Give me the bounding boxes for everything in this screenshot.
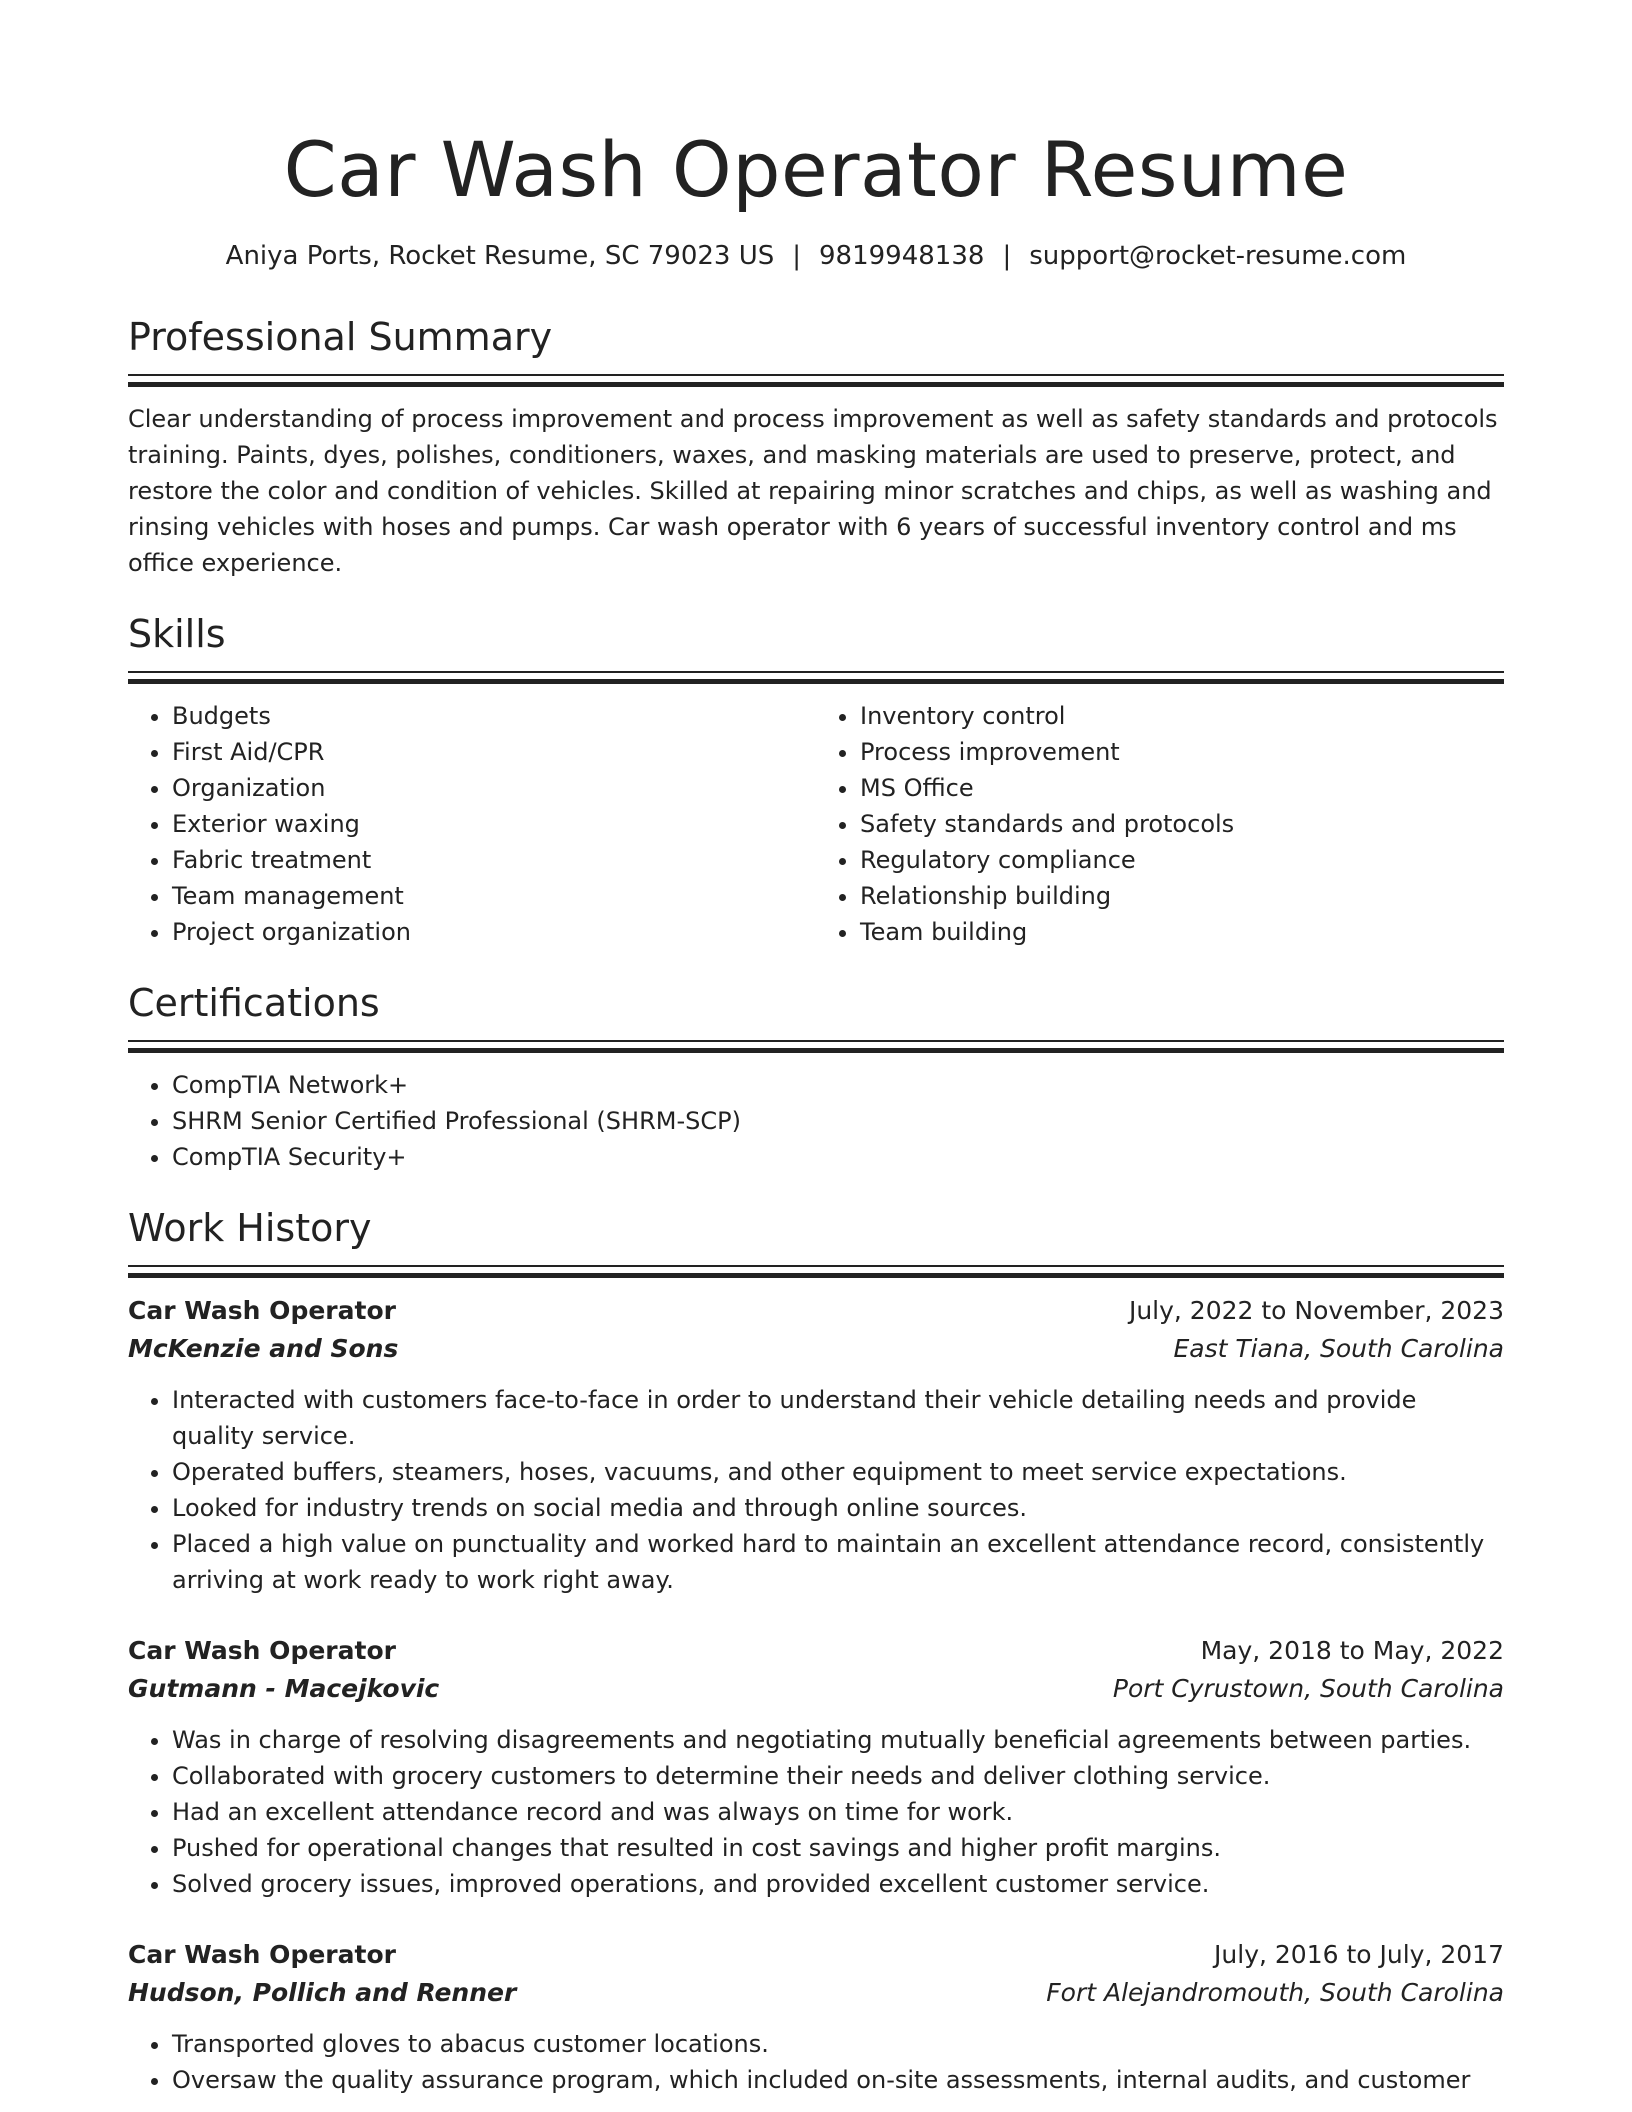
job-dates: July, 2022 to November, 2023	[1128, 1296, 1504, 1325]
skill-item: • First Aid/CPR	[172, 734, 816, 770]
contact-email[interactable]: support@rocket-resume.com	[1029, 241, 1407, 271]
skill-item: • Exterior waxing	[172, 806, 816, 842]
job-bullet: • Was in charge of resolving disagreements and negotiating mutually beneficial agreements between parties.	[172, 1722, 1504, 1758]
section-heading: Skills	[128, 612, 226, 656]
skill-item: • Team building	[860, 914, 1504, 950]
skill-item: • Team management	[172, 878, 816, 914]
skills-section	[128, 609, 1504, 950]
summary-text: Clear understanding of process improvement and process improvement as well as safety standards and protocols training. Paints, dyes, polishes, conditioners, waxes, and masking materials are used to preserve, protect, and restore the color and condition of vehicles. Skilled at repairing minor scratches and chips, as well as washing and rinsing vehicles with hoses and pumps. Car wash operator with 6 years of successful inventory control and ms office experience.	[128, 405, 1498, 577]
contact-separator: |	[1002, 241, 1012, 271]
job-bullet: • Operated buffers, steamers, hoses, vacuums, and other equipment to meet service expectations.	[172, 1454, 1504, 1490]
job-bullet: • Looked for industry trends on social media and through online sources.	[172, 1490, 1504, 1526]
job-entry	[128, 1292, 1504, 1598]
certifications-list	[128, 1067, 1504, 1175]
job-title: Car Wash Operator	[128, 1636, 396, 1665]
section-divider	[128, 374, 1504, 387]
resume-title: Car Wash Operator Resume	[283, 125, 1349, 214]
contact-phone: 9819948138	[819, 241, 985, 271]
job-bullet: • Interacted with customers face-to-face in order to understand their vehicle detailing needs and provide quality service.	[172, 1382, 1504, 1454]
certifications-section	[128, 978, 1504, 1175]
skills-grid	[128, 698, 1504, 950]
section-heading: Work History	[128, 1206, 372, 1250]
job-entry	[128, 1936, 1504, 2098]
job-subheader	[128, 1974, 1504, 2012]
job-bullet: • Had an excellent attendance record and was always on time for work.	[172, 1794, 1504, 1830]
skill-item: • Fabric treatment	[172, 842, 816, 878]
certification-item: • CompTIA Network+	[172, 1067, 1504, 1103]
job-company: Gutmann - Macejkovic	[128, 1674, 440, 1703]
job-company: Hudson, Pollich and Renner	[128, 1978, 517, 2007]
job-bullets	[128, 2026, 1504, 2098]
job-header	[128, 1632, 1504, 1670]
skill-item: • Project organization	[172, 914, 816, 950]
certification-item: • SHRM Senior Certified Professional (SHRM-SCP)	[172, 1103, 1504, 1139]
job-bullet: • Pushed for operational changes that resulted in cost savings and higher profit margins.	[172, 1830, 1504, 1866]
job-bullet: • Oversaw the quality assurance program, which included on-site assessments, internal audits, and customer	[172, 2062, 1504, 2098]
section-divider	[128, 1040, 1504, 1053]
skill-item: • Process improvement	[860, 734, 1504, 770]
summary-section	[128, 312, 1504, 581]
section-heading: Certifications	[128, 981, 380, 1025]
skill-item: • Organization	[172, 770, 816, 806]
skills-left-list	[128, 698, 816, 950]
job-entry	[128, 1632, 1504, 1902]
job-header	[128, 1936, 1504, 1974]
job-dates: July, 2016 to July, 2017	[1214, 1940, 1504, 1969]
job-company: McKenzie and Sons	[128, 1334, 399, 1363]
resume-page	[128, 0, 1504, 2098]
job-location: Port Cyrustown, South Carolina	[1112, 1674, 1504, 1703]
work-history-section	[128, 1203, 1504, 2098]
section-divider	[128, 671, 1504, 684]
job-title: Car Wash Operator	[128, 1940, 396, 1969]
job-bullet: • Collaborated with grocery customers to determine their needs and deliver clothing service.	[172, 1758, 1504, 1794]
job-dates: May, 2018 to May, 2022	[1200, 1636, 1504, 1665]
job-bullet: • Solved grocery issues, improved operations, and provided excellent customer service.	[172, 1866, 1504, 1902]
skill-item: • Relationship building	[860, 878, 1504, 914]
skill-item: • Inventory control	[860, 698, 1504, 734]
job-bullets	[128, 1722, 1504, 1902]
contact-line	[128, 238, 1504, 274]
contact-separator: |	[792, 241, 802, 271]
job-bullet: • Transported gloves to abacus customer locations.	[172, 2026, 1504, 2062]
skill-item: • Budgets	[172, 698, 816, 734]
job-bullets	[128, 1382, 1504, 1598]
skill-item: • Safety standards and protocols	[860, 806, 1504, 842]
skill-item: • Regulatory compliance	[860, 842, 1504, 878]
job-location: Fort Alejandromouth, South Carolina	[1046, 1978, 1504, 2007]
job-bullet: • Placed a high value on punctuality and worked hard to maintain an excellent attendance record, consistently arriving at work ready to work right away.	[172, 1526, 1504, 1598]
certification-item: • CompTIA Security+	[172, 1139, 1504, 1175]
job-location: East Tiana, South Carolina	[1173, 1334, 1504, 1363]
job-title: Car Wash Operator	[128, 1296, 396, 1325]
contact-address: Aniya Ports, Rocket Resume, SC 79023 US	[225, 241, 775, 271]
section-heading: Professional Summary	[128, 315, 553, 359]
job-subheader	[128, 1330, 1504, 1368]
section-divider	[128, 1265, 1504, 1278]
job-subheader	[128, 1670, 1504, 1708]
job-header	[128, 1292, 1504, 1330]
skill-item: • MS Office	[860, 770, 1504, 806]
skills-right-list	[816, 698, 1504, 950]
